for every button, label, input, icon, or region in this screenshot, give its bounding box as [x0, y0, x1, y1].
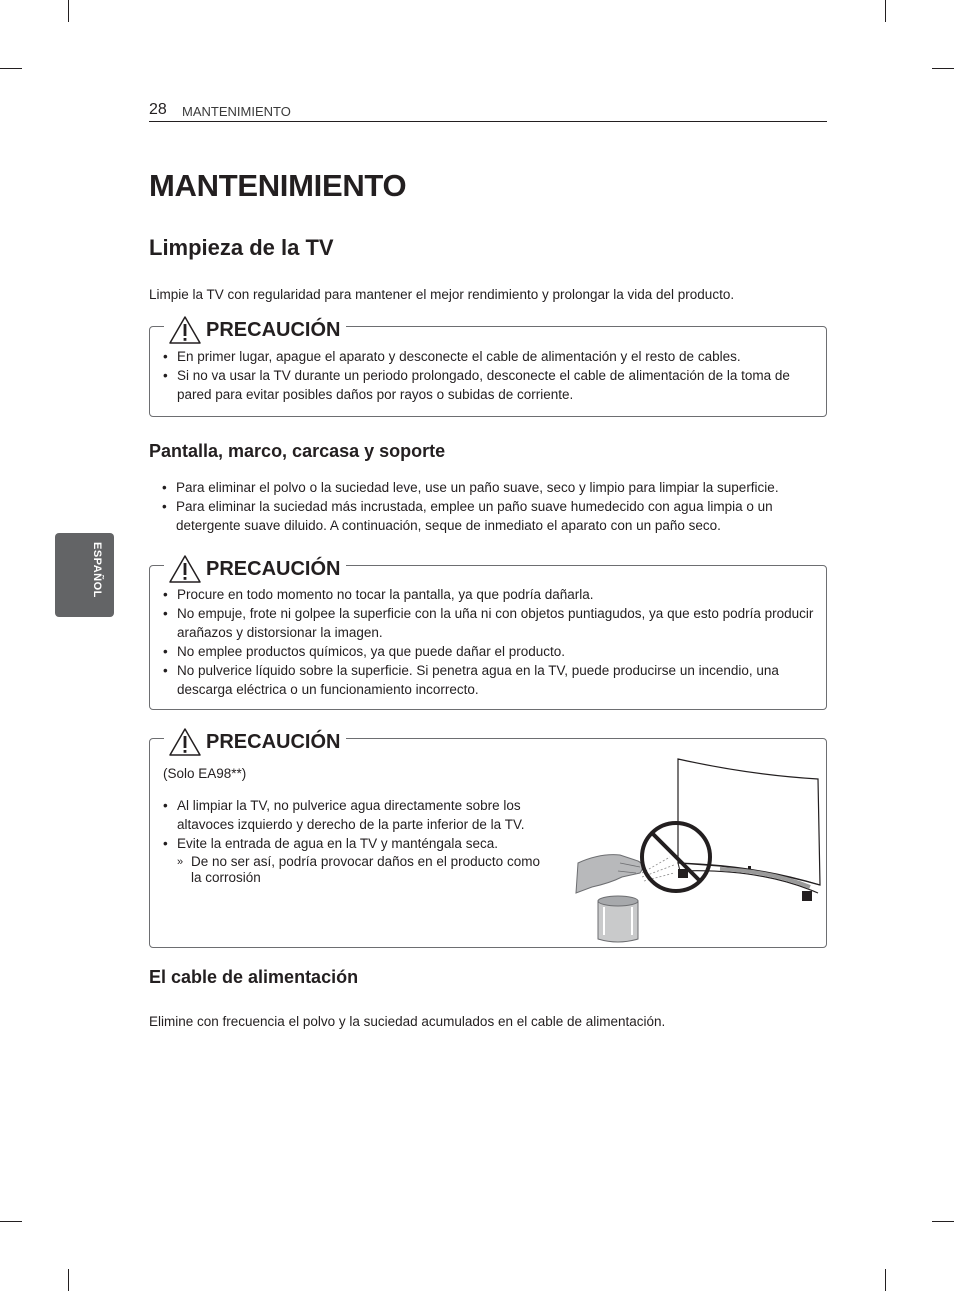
crop-mark — [932, 68, 954, 69]
section-heading-screen: Pantalla, marco, carcasa y soporte — [149, 441, 446, 461]
list-item: • Procure en todo momento no tocar la pantalla, ya que podría dañarla. — [163, 585, 818, 604]
caution-list — [163, 585, 818, 699]
crop-mark — [885, 1269, 886, 1291]
list-item: • Al limpiar la TV, no pulverice agua directamente sobre los altavoces izquierdo y derecho de la parte inferior de la TV. — [163, 796, 548, 834]
list-item — [163, 834, 548, 886]
section-heading-cleaning: Limpieza de la TV — [149, 235, 334, 260]
caution-box — [149, 319, 827, 417]
list-item: • Si no va usar la TV durante un periodo prolongado, desconecte el cable de alimentación de la toma de pared para evitar posibles daños por rayos o subidas de corriente. — [163, 366, 813, 404]
page-title: MANTENIMIENTO — [149, 168, 407, 203]
language-tab-label: ESPAÑOL — [91, 542, 103, 598]
warning-triangle-icon — [168, 554, 202, 584]
crop-mark — [885, 0, 886, 22]
crop-mark — [68, 1269, 69, 1291]
crop-mark — [0, 68, 22, 69]
caution-header — [164, 548, 346, 584]
warning-triangle-icon — [168, 315, 202, 345]
caution-box — [149, 558, 827, 710]
list-item: • No emplee productos químicos, ya que puede dañar el producto. — [163, 642, 818, 661]
running-head: MANTENIMIENTO — [182, 104, 291, 119]
caution-label: PRECAUCIÓN — [206, 319, 341, 341]
list-item: • Para eliminar el polvo o la suciedad leve, use un paño suave, seco y limpio para limpiar la superficie. — [162, 478, 827, 497]
list-item: • Para eliminar la suciedad más incrustada, emplee un paño suave humedecido con agua limpia o un detergente suave diluido. A continuación, seque de inmediato el aparato con un paño seco. — [162, 497, 827, 535]
sub-list-item: » De no ser así, podría provocar daños en el producto como la corrosión — [177, 854, 548, 886]
list-item: • En primer lugar, apague el aparato y desconecte el cable de alimentación y el resto de cables. — [163, 347, 813, 366]
caution-label: PRECAUCIÓN — [206, 731, 341, 753]
caution-box — [149, 731, 827, 948]
power-cable-text: Elimine con frecuencia el polvo y la suciedad acumulados en el cable de alimentación. — [149, 1014, 666, 1029]
crop-mark — [68, 0, 69, 22]
caution-list — [163, 347, 813, 404]
page-header — [149, 100, 827, 122]
list-item: • No empuje, frote ni golpee la superficie con la uña ni con objetos puntiagudos, ya que esto podría producir arañazos y distorsionar la imagen. — [163, 604, 818, 642]
warning-triangle-icon — [168, 727, 202, 757]
cleaning-intro: Limpie la TV con regularidad para mantener el mejor rendimiento y prolongar la vida del producto. — [149, 287, 735, 302]
sub-list — [177, 854, 548, 886]
caution-list — [163, 796, 548, 886]
model-note: (Solo EA98**) — [163, 766, 247, 781]
language-tab — [55, 533, 114, 617]
crop-mark — [0, 1221, 22, 1222]
caution-label: PRECAUCIÓN — [206, 558, 341, 580]
list-item: • No pulverice líquido sobre la superficie. Si penetra agua en la TV, puede producirse un incendio, una descarga eléctrica o un funcionamiento incorrecto. — [163, 661, 818, 699]
list-item-text: Evite la entrada de agua en la TV y manténgala seca. — [177, 836, 498, 851]
crop-mark — [932, 1221, 954, 1222]
no-spray-illustration — [570, 753, 830, 943]
section-heading-power-cable: El cable de alimentación — [149, 967, 359, 987]
caution-header — [164, 309, 346, 345]
screen-list — [162, 478, 827, 535]
caution-header — [164, 721, 346, 757]
page-number: 28 — [149, 101, 167, 118]
